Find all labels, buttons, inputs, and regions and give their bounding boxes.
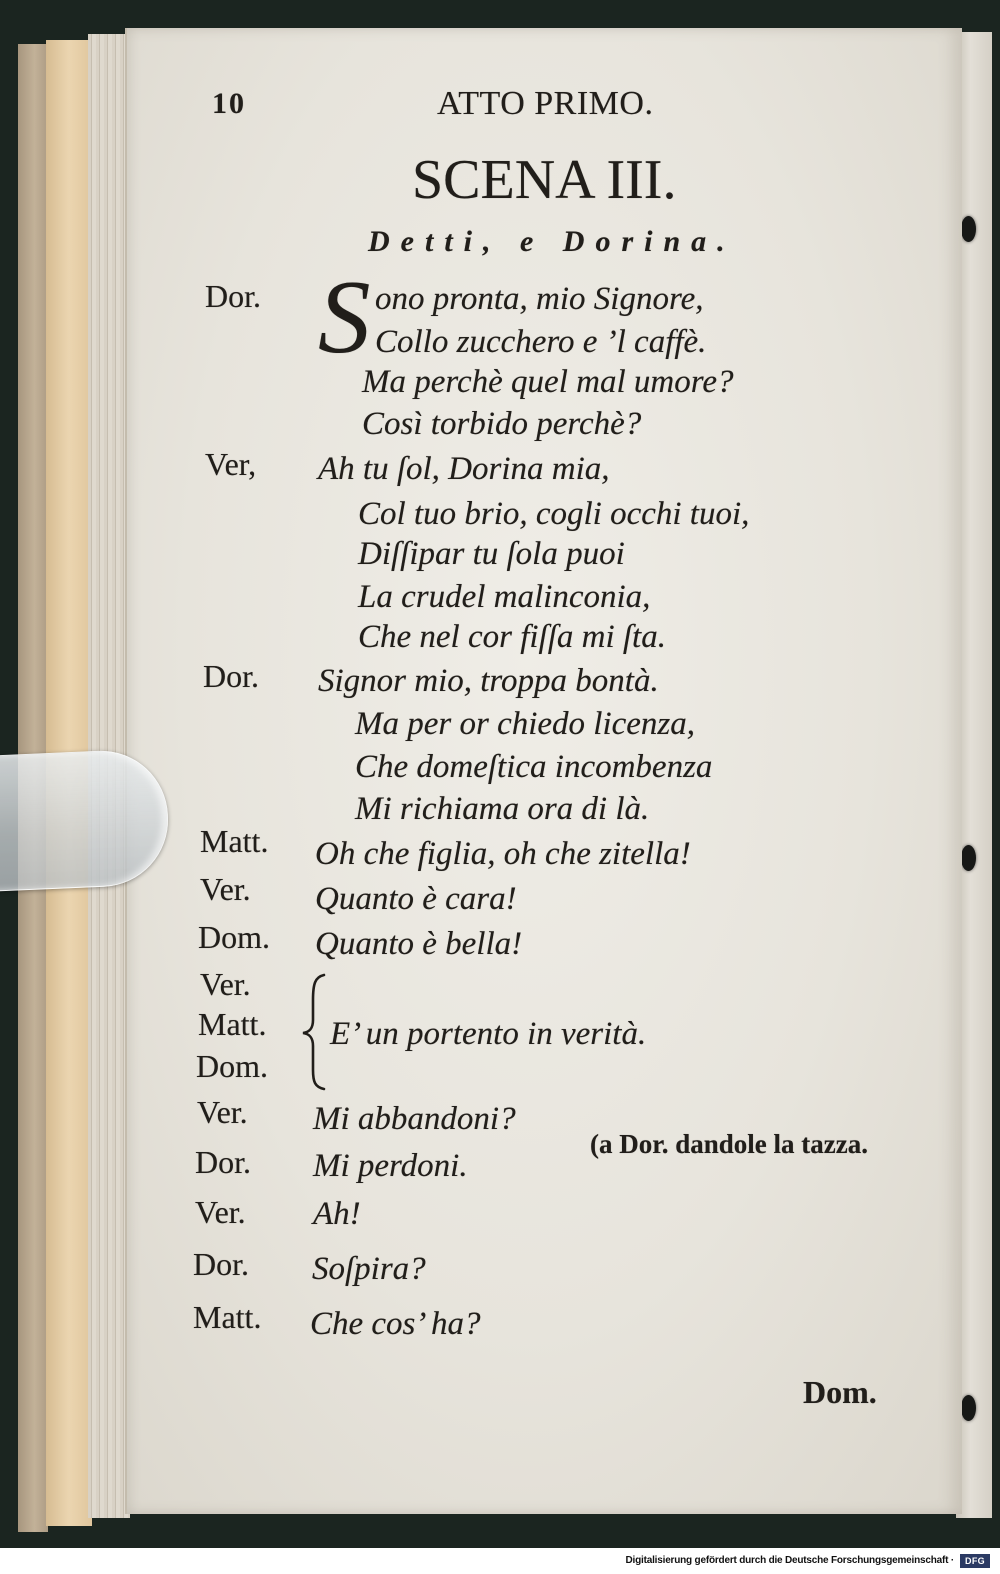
verse-line: Oh che figlia, oh che zitella! [315,836,691,872]
verse-line: Che nel cor fiſſa mi ſta. [358,619,666,655]
page-number: 10 [212,87,246,120]
verse-line: Col tuo brio, cogli occhi tuoi, [358,496,750,532]
running-head: ATTO PRIMO. [437,85,654,122]
speaker-label: Dom. [196,1048,268,1084]
verse-line: Diſſipar tu ſola puoi [358,536,625,572]
verse-line: Che cos’ ha? [310,1306,481,1342]
character-list: Detti, e Dorina. [368,225,736,258]
trio-brace [300,972,332,1092]
verse-line: Collo zucchero e ’l caffè. [375,324,707,360]
verse-line: Così torbido perchè? [362,406,642,442]
speaker-label: Dom. [198,919,270,955]
verse-line: Quanto è bella! [315,926,523,962]
catchword: Dom. [803,1374,877,1410]
speaker-label: Ver. [200,871,251,907]
verse-line: Ma perchè quel mal umore? [362,364,734,400]
scene-title: SCENA III. [412,149,677,211]
speaker-label: Dor. [193,1246,249,1282]
binding-hole [961,845,976,871]
verse-line: La crudel malinconia, [358,579,651,615]
verse-line: E’ un portento in verità. [330,1016,647,1052]
speaker-label: Dor. [195,1144,251,1180]
digitization-credit: Digitalisierung gefördert durch die Deutsche Forschungsgemeinschaft · [625,1555,954,1566]
speaker-label: Ver, [205,446,257,482]
dfg-logo: DFG [960,1554,990,1568]
speaker-label: Matt. [198,1006,267,1042]
verse-line: Ah! [313,1196,361,1232]
speaker-label: Ver. [195,1194,246,1230]
binding-hole [961,1395,976,1421]
drop-cap: S [318,258,371,375]
speaker-label: Dor. [203,658,259,694]
verse-line: Ah tu ſol, Dorina mia, [318,451,610,487]
verse-line: Mi abbandoni? [313,1101,516,1137]
verse-line: Ma per or chiedo licenza, [355,706,696,742]
verse-line: ono pronta, mio Signore, [375,281,704,317]
verse-line: Mi perdoni. [313,1148,468,1184]
verse-line: Soſpira? [312,1251,426,1287]
speaker-label: Matt. [193,1299,262,1335]
speaker-label: Matt. [200,823,269,859]
binding-hole [961,216,976,242]
verse-line: Mi richiama ora di là. [355,791,650,827]
verse-line: Signor mio, troppa bontà. [318,663,659,699]
digitization-footer [0,1548,1000,1574]
stage-direction: (a Dor. dandole la tazza. [590,1129,868,1159]
speaker-label: Ver. [197,1094,248,1130]
verse-line: Che domeſtica incombenza [355,749,713,785]
speaker-label: Dor. [205,278,261,314]
verse-line: Quanto è cara! [315,881,517,917]
speaker-label: Ver. [200,966,251,1002]
